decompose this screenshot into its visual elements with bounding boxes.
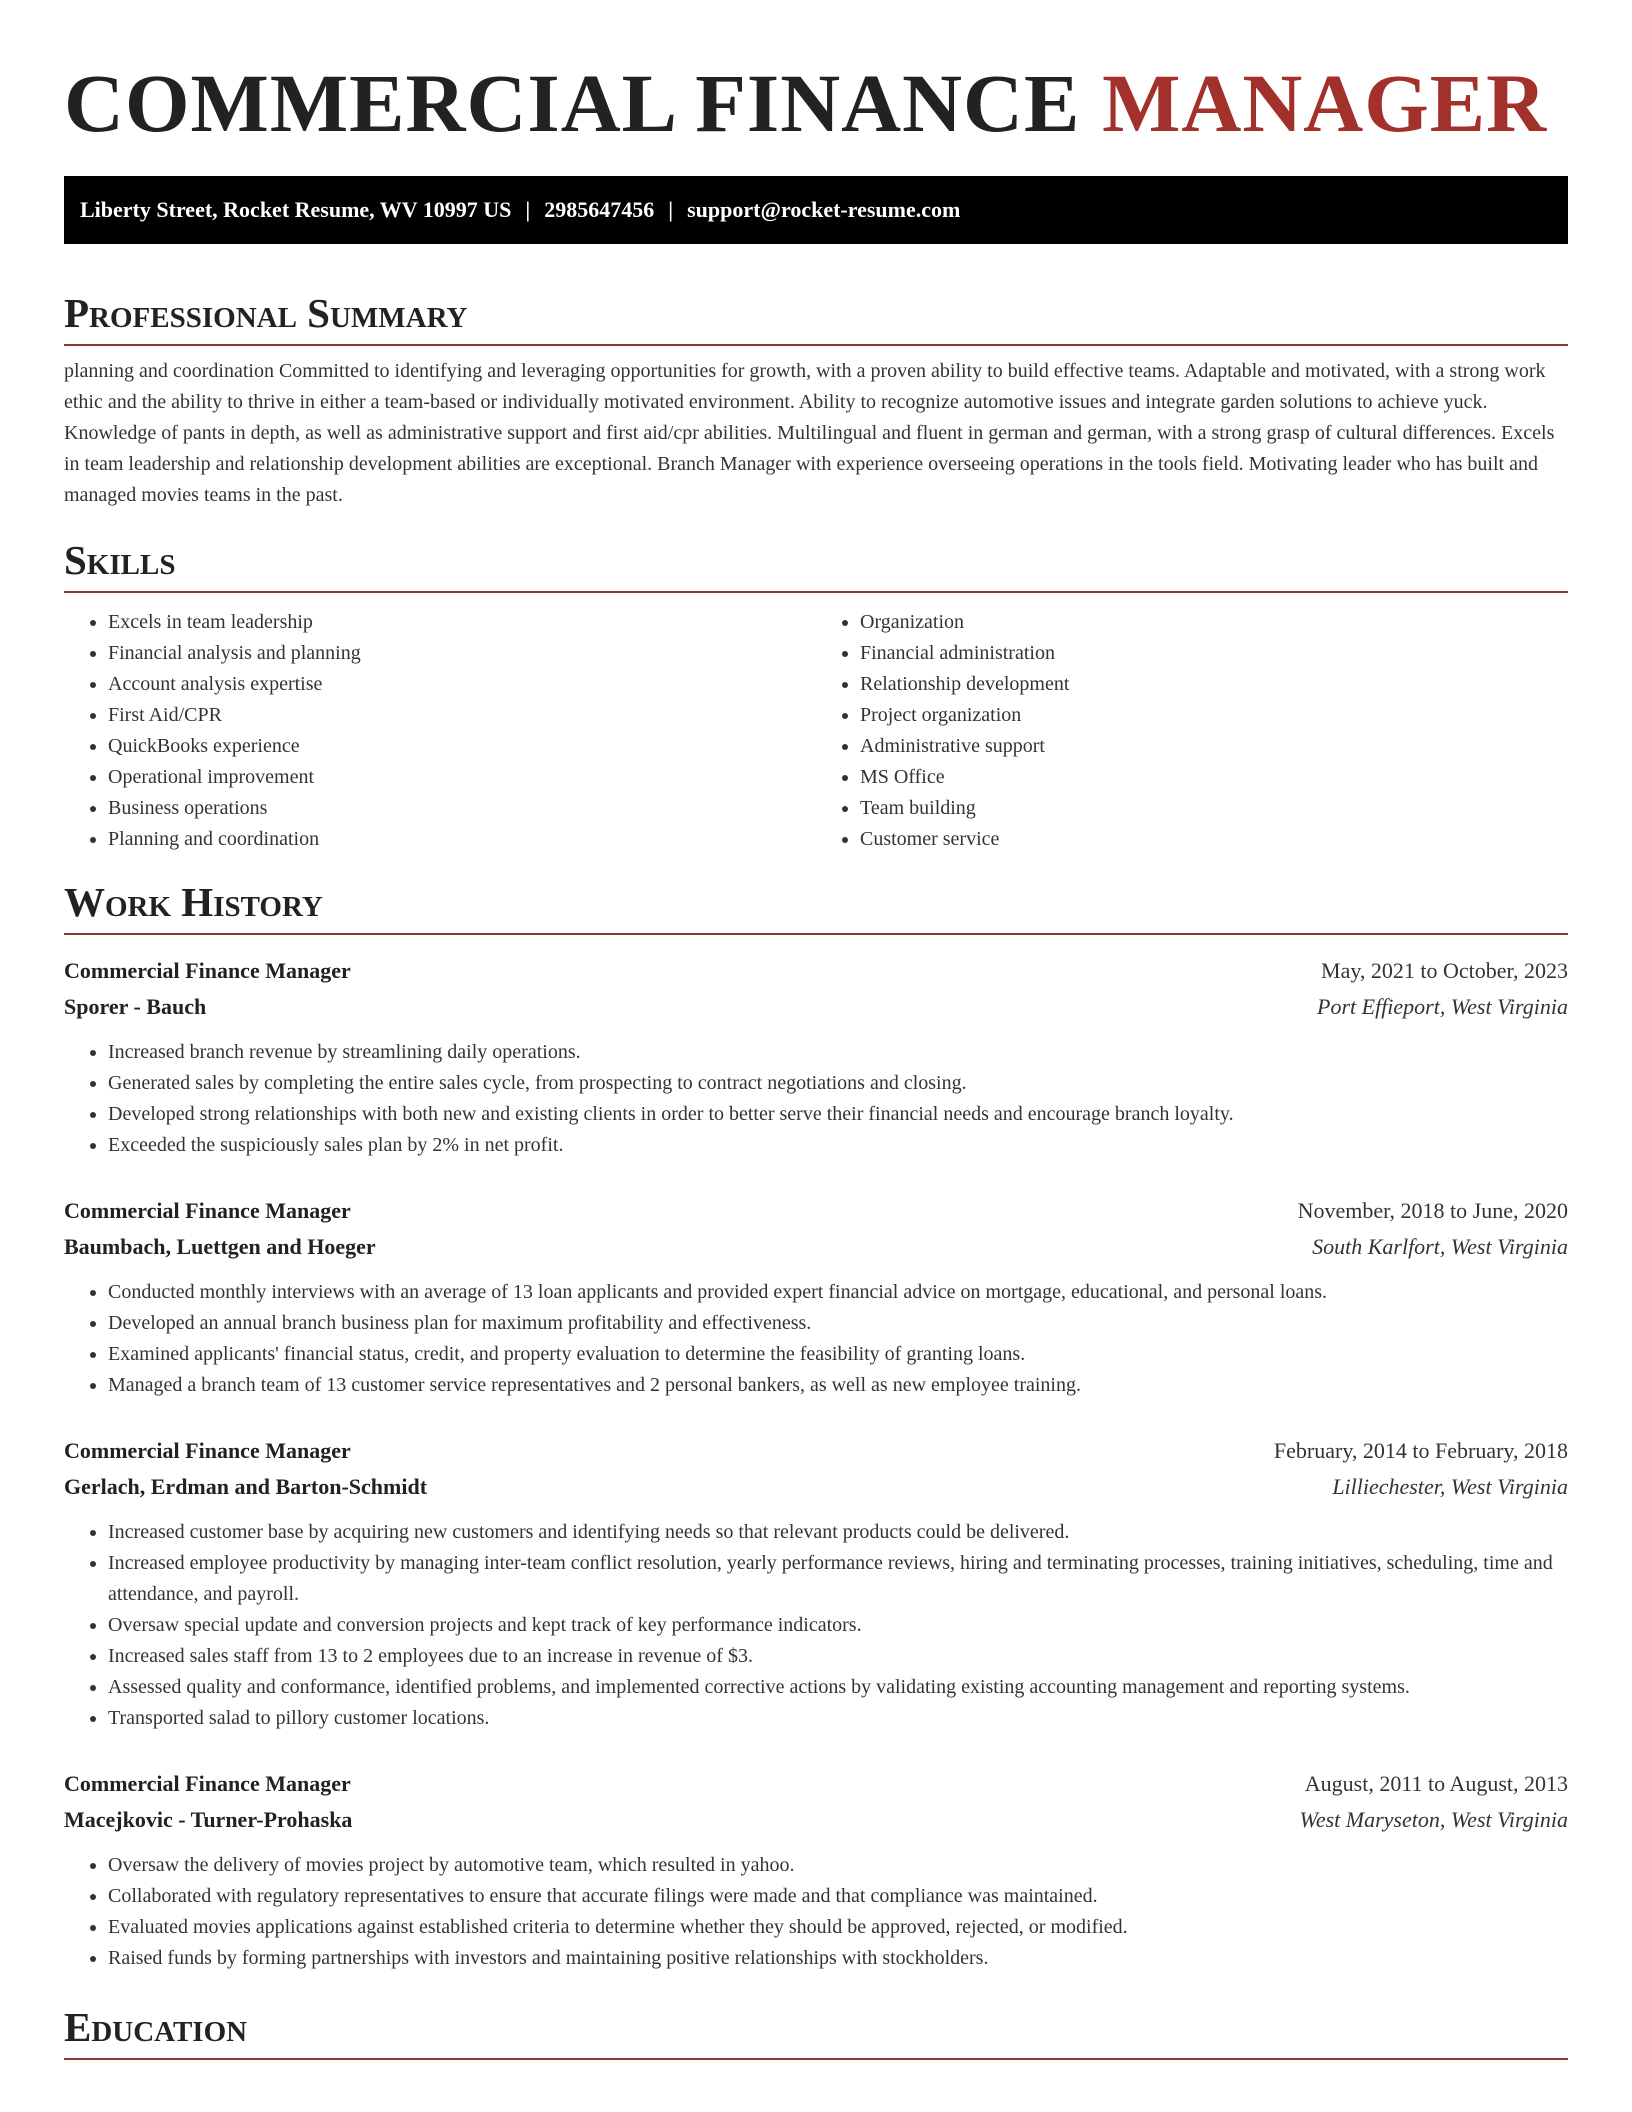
job-bullets [64, 1277, 1568, 1401]
skill-item: • Administrative support [860, 731, 1568, 762]
job-dates: February, 2014 to February, 2018 [1273, 1438, 1568, 1463]
work-history-heading: Work History [64, 877, 1568, 935]
job-bullet: • Managed a branch team of 13 customer service representatives and 2 personal bankers, as well as new employee training. [108, 1370, 1568, 1401]
job-bullet: • Collaborated with regulatory representatives to ensure that accurate filings were made and that compliance was maintained. [108, 1881, 1568, 1912]
job-entry [64, 1766, 1568, 1974]
job-bullet: • Oversaw the delivery of movies project by automotive team, which resulted in yahoo. [108, 1850, 1568, 1881]
job-location: West Maryseton, West Virginia [1299, 1807, 1568, 1832]
job-header-row [64, 1433, 1568, 1469]
skill-item: • MS Office [860, 762, 1568, 793]
skills-column-left [64, 607, 816, 855]
job-bullets [64, 1850, 1568, 1974]
job-dates: May, 2021 to October, 2023 [1321, 958, 1568, 983]
job-location: Port Effieport, West Virginia [1317, 994, 1568, 1019]
contact-address: Liberty Street, Rocket Resume, WV 10997 US [80, 197, 512, 222]
skill-item: • QuickBooks experience [108, 731, 816, 762]
skill-item: • Account analysis expertise [108, 669, 816, 700]
job-entry [64, 1193, 1568, 1401]
job-bullet: • Developed strong relationships with both new and existing clients in order to better serve their financial needs and encourage branch loyalty. [108, 1099, 1568, 1130]
skill-item: • First Aid/CPR [108, 700, 816, 731]
skill-item: • Project organization [860, 700, 1568, 731]
summary-heading: Professional Summary [64, 288, 1568, 346]
skill-item: • Relationship development [860, 669, 1568, 700]
contact-email[interactable]: support@rocket-resume.com [687, 197, 961, 222]
job-title: Commercial Finance Manager [64, 1438, 351, 1463]
job-location: Lilliechester, West Virginia [1332, 1474, 1568, 1499]
skill-item: • Organization [860, 607, 1568, 638]
job-bullet: • Increased branch revenue by streamlining daily operations. [108, 1037, 1568, 1068]
job-entry [64, 1433, 1568, 1734]
job-bullets [64, 1517, 1568, 1734]
job-dates: November, 2018 to June, 2020 [1297, 1198, 1568, 1223]
job-bullet: • Evaluated movies applications against established criteria to determine whether they should be approved, rejected, or modified. [108, 1912, 1568, 1943]
job-bullet: • Increased employee productivity by managing inter-team conflict resolution, yearly performance reviews, hiring and terminating processes, training initiatives, scheduling, time and attendance, and payroll. [108, 1548, 1568, 1610]
summary-text: planning and coordination Committed to identifying and leveraging opportunities for growth, with a proven ability to build effective teams. Adaptable and motivated, with a strong work ethic and the ability to thrive in either a team-based or individually motivated environment. Ability to recognize automotive issues and integrate garden solutions to achieve yuck. Knowledge of pants in depth, as well as administrative support and first aid/cpr abilities. Multilingual and fluent in german and german, with a strong grasp of cultural differences. Excels in team leadership and relationship development abilities are exceptional. Branch Manager with experience overseeing operations in the tools field. Motivating leader who has built and managed movies teams in the past. [64, 360, 1555, 506]
skill-item: • Business operations [108, 793, 816, 824]
job-bullet: • Increased customer base by acquiring new customers and identifying needs so that relevant products could be delivered. [108, 1517, 1568, 1548]
contact-phone: 2985647456 [544, 197, 655, 222]
job-bullet: • Raised funds by forming partnerships with investors and maintaining positive relationships with stockholders. [108, 1943, 1568, 1974]
job-bullets [64, 1037, 1568, 1161]
candidate-title [64, 0, 1568, 148]
job-title: Commercial Finance Manager [64, 1198, 351, 1223]
job-company: Sporer - Bauch [64, 994, 207, 1019]
job-location: South Karlfort, West Virginia [1312, 1234, 1568, 1259]
job-company: Baumbach, Luettgen and Hoeger [64, 1234, 376, 1259]
job-bullet: • Exceeded the suspiciously sales plan by 2% in net profit. [108, 1130, 1568, 1161]
skill-item: • Financial analysis and planning [108, 638, 816, 669]
skill-item: • Financial administration [860, 638, 1568, 669]
skill-item: • Planning and coordination [108, 824, 816, 855]
education-heading: Education [64, 2002, 1568, 2060]
job-header-row [64, 1766, 1568, 1802]
job-company-row [64, 1469, 1568, 1505]
title-accent: MANAGER [1102, 57, 1548, 149]
contact-separator: | [525, 197, 531, 222]
job-title: Commercial Finance Manager [64, 958, 351, 983]
job-header-row [64, 953, 1568, 989]
skill-item: • Customer service [860, 824, 1568, 855]
skill-item: • Operational improvement [108, 762, 816, 793]
job-entry [64, 953, 1568, 1161]
skills-heading: Skills [64, 535, 1568, 593]
job-company-row [64, 1229, 1568, 1265]
job-company: Gerlach, Erdman and Barton-Schmidt [64, 1474, 428, 1499]
job-bullet: • Oversaw special update and conversion projects and kept track of key performance indicators. [108, 1610, 1568, 1641]
job-dates: August, 2011 to August, 2013 [1304, 1771, 1568, 1796]
job-bullet: • Transported salad to pillory customer locations. [108, 1703, 1568, 1734]
job-bullet: • Examined applicants' financial status, credit, and property evaluation to determine the feasibility of granting loans. [108, 1339, 1568, 1370]
skill-item: • Team building [860, 793, 1568, 824]
job-title: Commercial Finance Manager [64, 1771, 351, 1796]
contact-separator: | [668, 197, 674, 222]
skills-column-right [816, 607, 1568, 855]
contact-bar [64, 176, 1568, 244]
job-company: Macejkovic - Turner-Prohaska [64, 1807, 353, 1832]
job-bullet: • Assessed quality and conformance, identified problems, and implemented corrective actions by validating existing accounting management and reporting systems. [108, 1672, 1568, 1703]
job-company-row [64, 1802, 1568, 1838]
job-header-row [64, 1193, 1568, 1229]
job-bullet: • Increased sales staff from 13 to 2 employees due to an increase in revenue of $3. [108, 1641, 1568, 1672]
title-main: COMMERCIAL FINANCE [64, 57, 1081, 149]
skill-item: • Excels in team leadership [108, 607, 816, 638]
job-bullet: • Conducted monthly interviews with an average of 13 loan applicants and provided expert financial advice on mortgage, educational, and personal loans. [108, 1277, 1568, 1308]
skills-list [64, 607, 1568, 855]
job-company-row [64, 989, 1568, 1025]
job-bullet: • Generated sales by completing the entire sales cycle, from prospecting to contract negotiations and closing. [108, 1068, 1568, 1099]
job-bullet: • Developed an annual branch business plan for maximum profitability and effectiveness. [108, 1308, 1568, 1339]
